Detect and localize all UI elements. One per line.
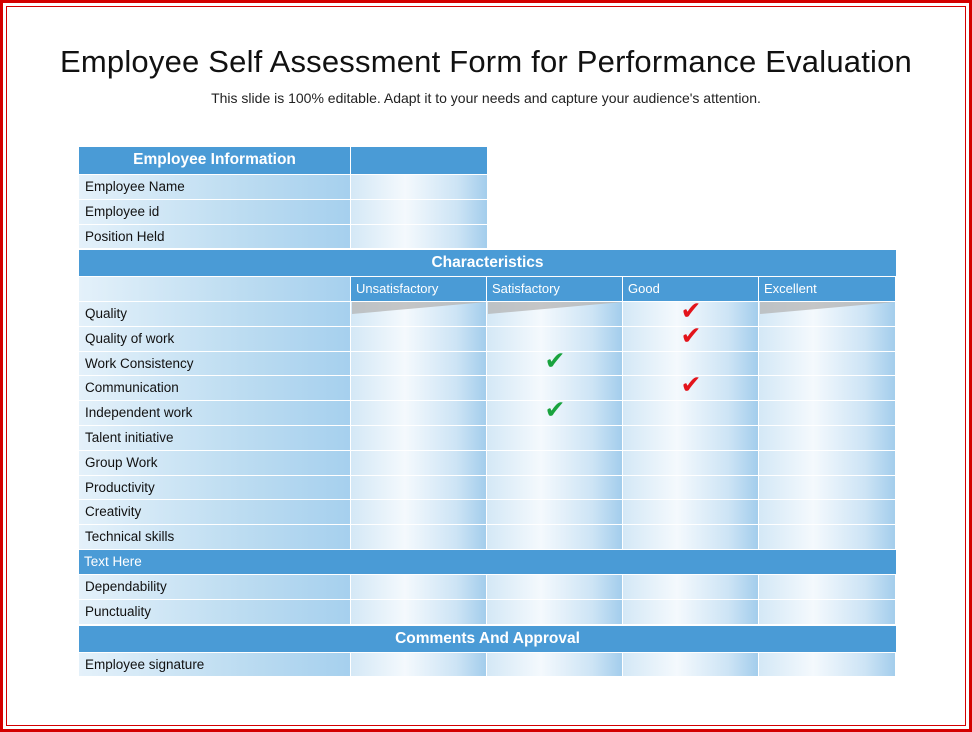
rating-cell-excellent[interactable] <box>759 600 895 624</box>
rating-cell-good[interactable] <box>623 575 758 599</box>
characteristic-label: Communication <box>79 376 350 400</box>
rating-cell-unsatisfactory[interactable] <box>351 327 486 351</box>
characteristic-label: Productivity <box>79 476 350 500</box>
checkmark-icon: ✔ <box>680 370 702 400</box>
rating-cell-unsatisfactory[interactable] <box>351 525 486 549</box>
rating-cell-excellent[interactable] <box>759 451 895 475</box>
characteristic-label: Technical skills <box>79 525 350 549</box>
rating-cell-satisfactory[interactable] <box>487 600 622 624</box>
rating-cell-excellent[interactable] <box>759 401 895 425</box>
rating-cell-excellent[interactable] <box>759 376 895 400</box>
rating-cell-satisfactory[interactable] <box>487 451 622 475</box>
comments-header: Comments And Approval <box>79 626 896 652</box>
rating-cell-excellent[interactable] <box>759 327 895 351</box>
employee-info-input[interactable] <box>351 225 487 249</box>
rating-cell-unsatisfactory[interactable] <box>351 476 486 500</box>
column-header-unsatisfactory: Unsatisfactory <box>351 277 486 301</box>
rating-cell-excellent[interactable] <box>759 575 895 599</box>
rating-cell-excellent[interactable] <box>759 525 895 549</box>
rating-cell-unsatisfactory[interactable] <box>351 500 486 524</box>
characteristic-label: Independent work <box>79 401 350 425</box>
signature-label: Employee signature <box>79 653 350 677</box>
column-shadow <box>488 302 623 314</box>
characteristic-label: Creativity <box>79 500 350 524</box>
characteristic-label: Punctuality <box>79 600 350 624</box>
section-text-band: Text Here <box>79 550 896 574</box>
rating-cell-satisfactory[interactable] <box>487 426 622 450</box>
employee-info-input[interactable] <box>351 200 487 224</box>
checkmark-icon: ✔ <box>544 345 566 375</box>
rating-cell-excellent[interactable] <box>759 476 895 500</box>
rating-cell-good[interactable] <box>623 476 758 500</box>
page-subtitle: This slide is 100% editable. Adapt it to your needs and capture your audience's attention. <box>211 90 761 106</box>
rating-cell-good[interactable] <box>623 500 758 524</box>
column-header-excellent: Excellent <box>759 277 895 301</box>
rating-cell-unsatisfactory[interactable] <box>351 426 486 450</box>
rating-cell-satisfactory[interactable] <box>487 500 622 524</box>
employee-info-label: Position Held <box>79 225 350 249</box>
employee-info-label: Employee id <box>79 200 350 224</box>
rating-cell-unsatisfactory[interactable] <box>351 600 486 624</box>
checkmark-icon: ✔ <box>680 296 702 325</box>
checkmark-icon: ✔ <box>544 395 566 425</box>
rating-cell-unsatisfactory[interactable] <box>351 376 486 400</box>
rating-cell-excellent[interactable] <box>759 426 895 450</box>
rating-cell-unsatisfactory[interactable] <box>351 451 486 475</box>
rating-cell-good[interactable] <box>623 401 758 425</box>
characteristics-header: Characteristics <box>79 250 896 276</box>
rating-cell-excellent[interactable] <box>759 352 895 376</box>
characteristic-label: Talent initiative <box>79 426 350 450</box>
characteristic-label: Work Consistency <box>79 352 350 376</box>
characteristic-label: Quality <box>79 302 350 326</box>
employee-info-label: Employee Name <box>79 175 350 199</box>
checkmark-icon: ✔ <box>680 320 702 350</box>
signature-cell[interactable] <box>487 653 622 677</box>
rating-cell-good[interactable] <box>623 525 758 549</box>
column-header-satisfactory: Satisfactory <box>487 277 622 301</box>
rating-cell-unsatisfactory[interactable] <box>351 401 486 425</box>
rating-cell-unsatisfactory[interactable] <box>351 575 486 599</box>
rating-cell-excellent[interactable] <box>759 500 895 524</box>
rating-cell-unsatisfactory[interactable] <box>351 352 486 376</box>
characteristic-label: Dependability <box>79 575 350 599</box>
rating-cell-good[interactable] <box>623 451 758 475</box>
rating-cell-good[interactable] <box>623 426 758 450</box>
rating-cell-satisfactory[interactable] <box>487 575 622 599</box>
column-shadow <box>352 302 487 314</box>
employee-info-header: Employee Information <box>79 147 350 174</box>
rating-cell-good[interactable] <box>623 600 758 624</box>
characteristic-label: Group Work <box>79 451 350 475</box>
rating-cell-satisfactory[interactable] <box>487 476 622 500</box>
employee-info-header-blank <box>351 147 487 174</box>
signature-cell[interactable] <box>351 653 486 677</box>
employee-info-input[interactable] <box>351 175 487 199</box>
column-shadow <box>760 302 895 314</box>
rating-cell-satisfactory[interactable] <box>487 525 622 549</box>
column-header-blank <box>79 277 350 301</box>
characteristic-label: Quality of work <box>79 327 350 351</box>
page-title: Employee Self Assessment Form for Performance Evaluation <box>60 44 912 79</box>
signature-cell[interactable] <box>759 653 895 677</box>
signature-cell[interactable] <box>623 653 758 677</box>
column-header-good: Good <box>623 277 758 301</box>
